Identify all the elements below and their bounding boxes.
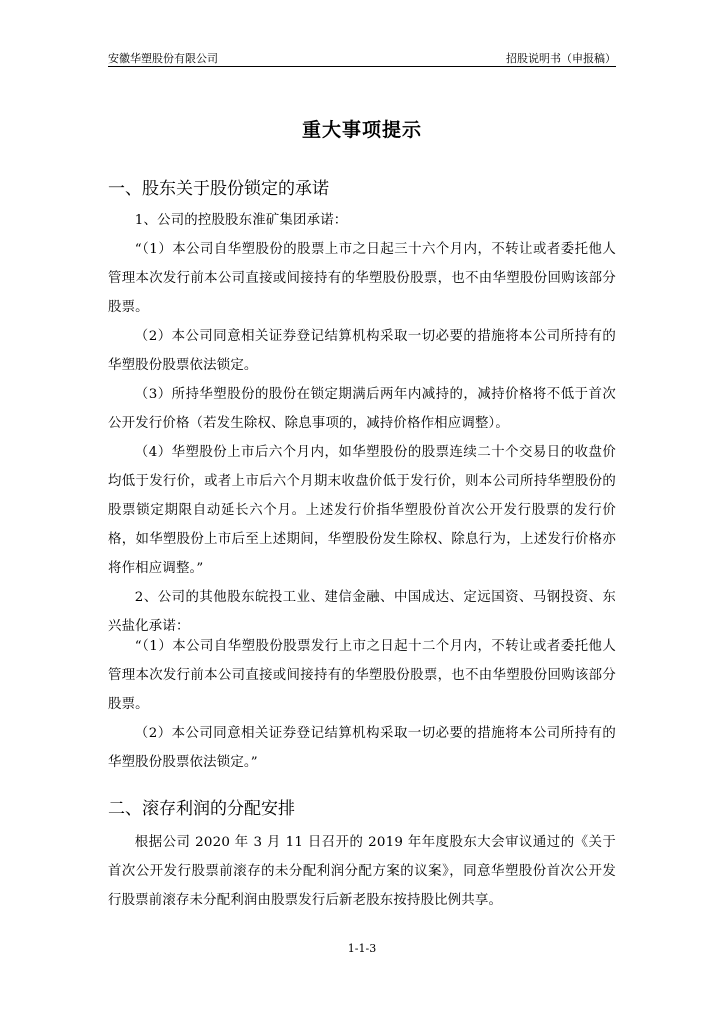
paragraph-commitment-lock-shares: （2）本公司同意相关证券登记结算机构采取一切必要的措施将本公司所持有的华塑股份股票依法锁定。 — [108, 329, 616, 373]
header-rule — [108, 66, 616, 67]
paragraph-commitment-lockup-extension: （4）华塑股份上市后六个月内，如华塑股份的股票连续二十个交易日的收盘价均低于发行价，或者上市后六个月期末收盘价低于发行价，则本公司所持华塑股份的股票锁定期限自动延长六个月。上述发行价指华塑股份首次公开发行股票的发行价格，如华塑股份上市后至上述期间，华塑股份发生除权、除息行为，上述发行价格亦将作相应调整。” — [108, 445, 616, 576]
paragraph-commitment-lock-shares-other: （2）本公司同意相关证券登记结算机构采取一切必要的措施将本公司所持有的华塑股份股票依法锁定。” — [108, 726, 616, 770]
paragraph-commitment-12-months: “（1）本公司自华塑股份股票发行上市之日起十二个月内，不转让或者委托他人管理本次发行前本公司直接或间接持有的华塑股份股票，也不由华塑股份回购该部分股票。 — [108, 639, 616, 712]
paragraph-other-shareholders-intro: 2、公司的其他股东皖投工业、建信金融、中国成达、定远国资、马钢投资、东兴盐化承诺： — [108, 590, 616, 634]
page-title: 重大事项提示 — [301, 119, 422, 141]
paragraph-commitment-36-months: “（1）本公司自华塑股份的股票上市之日起三十六个月内，不转让或者委托他人管理本次发行前本公司直接或间接持有的华塑股份股票，也不由华塑股份回购该部分股票。 — [108, 242, 616, 315]
paragraph-commitment-reduction-price: （3）所持华塑股份的股份在锁定期满后两年内减持的，减持价格将不低于首次公开发行价格（若发生除权、除息事项的，减持价格作相应调整）。 — [108, 387, 616, 431]
section-heading-retained-profit: 二、滚存利润的分配安排 — [108, 799, 295, 819]
page-header — [108, 49, 616, 67]
page-number: 1-1-3 — [347, 942, 377, 955]
paragraph-controlling-shareholder-intro: 1、公司的控股股东淮矿集团承诺： — [134, 213, 348, 228]
header-company-name: 安徽华塑股份有限公司 — [108, 52, 218, 65]
header-document-type: 招股说明书（申报稿） — [506, 52, 616, 65]
section-heading-share-lockup: 一、股东关于股份锁定的承诺 — [108, 179, 329, 199]
paragraph-retained-profit-distribution: 根据公司 2020 年 3 月 11 日召开的 2019 年年度股东大会审议通过的《关于首次公开发行股票前滚存的未分配利润分配方案的议案》，同意华塑股份首次公开发行股票前滚存未分配利润由股票发行后新老股东按持股比例共享。 — [108, 835, 616, 908]
